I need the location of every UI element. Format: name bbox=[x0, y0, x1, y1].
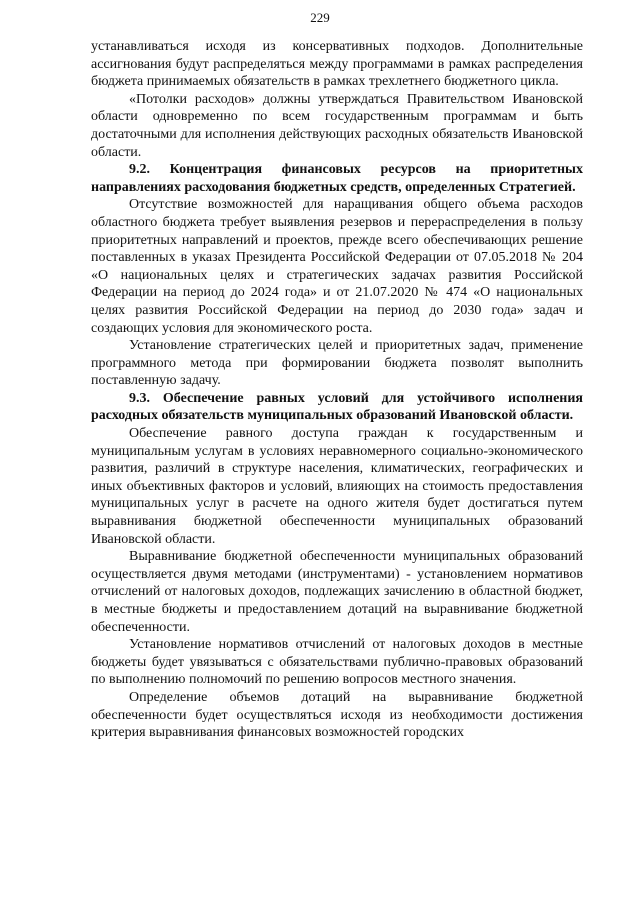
paragraph-continued: устанавливаться исходя из консервативных подходов. Дополнительные ассигнования будут распределяться между программами в рамках распределения бюджета принимаемых обязательств в рамках трехлетнего бюджетного цикла. bbox=[91, 39, 583, 90]
page-number: 229 bbox=[310, 10, 330, 25]
paragraph: Определение объемов дотаций на выравнивание бюджетной обеспеченности будет осуществляться исходя из необходимости достижения критерия выравнивания финансовых возможностей городских bbox=[91, 689, 583, 741]
paragraph: Установление стратегических целей и приоритетных задач, применение программного метода при формировании бюджета позволят выполнить поставленную задачу. bbox=[91, 338, 583, 389]
paragraph: Обеспечение равного доступа граждан к государственным и муниципальным услугам в условиях неравномерного социально-экономического развития, различий в структуре населения, климатических, географических и иных объективных факторов и условий, влияющих на стоимость предоставления муниципальных услуг в расчете на одного жителя будет достигаться путем выравнивания бюджетной обеспеченности муниципальных образований Ивановской области. bbox=[91, 426, 583, 547]
document-body bbox=[91, 38, 583, 742]
paragraph: Выравнивание бюджетной обеспеченности муниципальных образований осуществляется двумя методами (инструментами) - установлением нормативов отчислений от налоговых доходов, подлежащих зачислению в областной бюджет, в местные бюджеты и предоставлением дотаций на выравнивание бюджетной обеспеченности. bbox=[91, 549, 583, 635]
paragraph: Отсутствие возможностей для наращивания общего объема расходов областного бюджета требует выявления резервов и перераспределения в пользу приоритетных направлений и проектов, прежде всего обеспечивающих решение поставленных в указах Президента Российской Федерации от 07.05.2018 № 204 «О национальных целях и стратегических задачах развития Российской Федерации на период до 2024 года» и от 21.07.2020 № 474 «О национальных целях развития Российской Федерации на период до 2030 года» задач и создающих условия для экономического роста. bbox=[91, 197, 583, 336]
section-heading-9-2: 9.2. Концентрация финансовых ресурсов на приоритетных направлениях расходования бюджетных средств, определенных Стратегией. bbox=[91, 162, 583, 195]
paragraph: Установление нормативов отчислений от налоговых доходов в местные бюджеты будет увязываться с обязательствами публично-правовых образований по выполнению полномочий по решению вопросов местного значения. bbox=[91, 637, 583, 688]
paragraph: «Потолки расходов» должны утверждаться Правительством Ивановской области одновременно по всем государственным программам и быть достаточными для исполнения действующих расходных обязательств Ивановской области. bbox=[91, 91, 583, 160]
section-heading-9-3: 9.3. Обеспечение равных условий для устойчивого исполнения расходных обязательств муниципальных образований Ивановской области. bbox=[91, 390, 583, 424]
